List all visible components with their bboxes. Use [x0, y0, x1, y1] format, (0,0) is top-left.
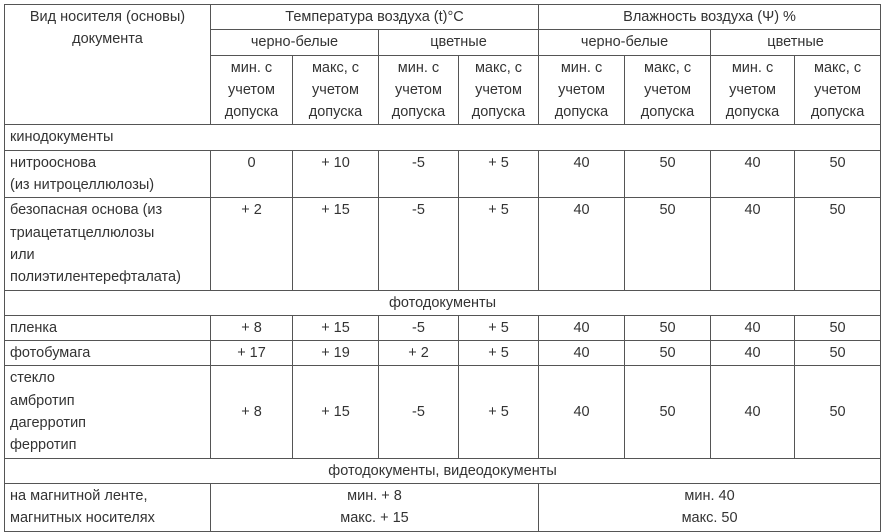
cell-value: 40: [711, 341, 795, 366]
cell-value: + 19: [293, 341, 379, 366]
table-row: [5, 483, 881, 531]
cell-value: + 15: [293, 315, 379, 340]
cell-value: -5: [379, 150, 459, 198]
cell-value: + 8: [211, 366, 293, 458]
cell-value: + 10: [293, 150, 379, 198]
table-row: [5, 315, 881, 340]
header-media-type: Вид носителя (основы) документа: [5, 5, 211, 125]
header-max: макс, с учетом допуска: [625, 55, 711, 125]
cell-value: 40: [539, 341, 625, 366]
row-name: нитроосновa (из нитроцеллюлозы): [5, 150, 211, 198]
cell-value: -5: [379, 366, 459, 458]
header-min: мин. с учетом допуска: [711, 55, 795, 125]
cell-value: 50: [795, 198, 881, 290]
header-max: макс, с учетом допуска: [795, 55, 881, 125]
cell-value: 40: [711, 315, 795, 340]
cell-value: 50: [625, 366, 711, 458]
cell-value: + 5: [459, 198, 539, 290]
table-row: [5, 341, 881, 366]
cell-value: + 2: [211, 198, 293, 290]
header-min: мин. с учетом допуска: [211, 55, 293, 125]
storage-conditions-table: [4, 4, 881, 532]
header-temp-bw: черно-белые: [211, 30, 379, 55]
section-film: кинодокументы: [5, 125, 881, 150]
cell-value: + 17: [211, 341, 293, 366]
section-photo: фотодокументы: [5, 290, 881, 315]
header-max: макс, с учетом допуска: [293, 55, 379, 125]
header-max: макс, с учетом допуска: [459, 55, 539, 125]
cell-value: 50: [625, 198, 711, 290]
cell-value: 50: [795, 150, 881, 198]
cell-value: 40: [539, 315, 625, 340]
cell-value: 0: [211, 150, 293, 198]
cell-value: 50: [625, 150, 711, 198]
table-row: [5, 366, 881, 458]
cell-value: 40: [711, 198, 795, 290]
section-photo-video: фотодокументы, видеодокументы: [5, 458, 881, 483]
cell-value: 50: [795, 315, 881, 340]
header-temp-color: цветные: [379, 30, 539, 55]
cell-value: 50: [625, 341, 711, 366]
magnetic-humidity: мин. 40 макс. 50: [539, 483, 881, 531]
cell-value: + 5: [459, 150, 539, 198]
header-temperature: Температура воздуха (t)°С: [211, 5, 539, 30]
table-row: [5, 198, 881, 290]
cell-value: 50: [795, 366, 881, 458]
cell-value: 40: [539, 150, 625, 198]
header-min: мин. с учетом допуска: [379, 55, 459, 125]
magnetic-temperature: мин. + 8 макс. + 15: [211, 483, 539, 531]
header-hum-bw: черно-белые: [539, 30, 711, 55]
cell-value: -5: [379, 198, 459, 290]
cell-value: 50: [795, 341, 881, 366]
cell-value: + 15: [293, 198, 379, 290]
cell-value: 40: [711, 366, 795, 458]
cell-value: 40: [539, 198, 625, 290]
row-name: фотобумага: [5, 341, 211, 366]
cell-value: + 15: [293, 366, 379, 458]
cell-value: + 2: [379, 341, 459, 366]
cell-value: + 5: [459, 366, 539, 458]
row-name: безопасная основа (из триацетатцеллюлозы или полиэтилентерефталата): [5, 198, 211, 290]
cell-value: -5: [379, 315, 459, 340]
header-min: мин. с учетом допуска: [539, 55, 625, 125]
row-name: на магнитной ленте, магнитных носителях: [5, 483, 211, 531]
cell-value: + 5: [459, 315, 539, 340]
cell-value: + 8: [211, 315, 293, 340]
row-name: стекло амбротип дагерротип ферротип: [5, 366, 211, 458]
header-hum-color: цветные: [711, 30, 881, 55]
cell-value: + 5: [459, 341, 539, 366]
row-name: пленка: [5, 315, 211, 340]
cell-value: 40: [711, 150, 795, 198]
table-row: [5, 150, 881, 198]
header-humidity: Влажность воздуха (Ψ) %: [539, 5, 881, 30]
cell-value: 40: [539, 366, 625, 458]
cell-value: 50: [625, 315, 711, 340]
